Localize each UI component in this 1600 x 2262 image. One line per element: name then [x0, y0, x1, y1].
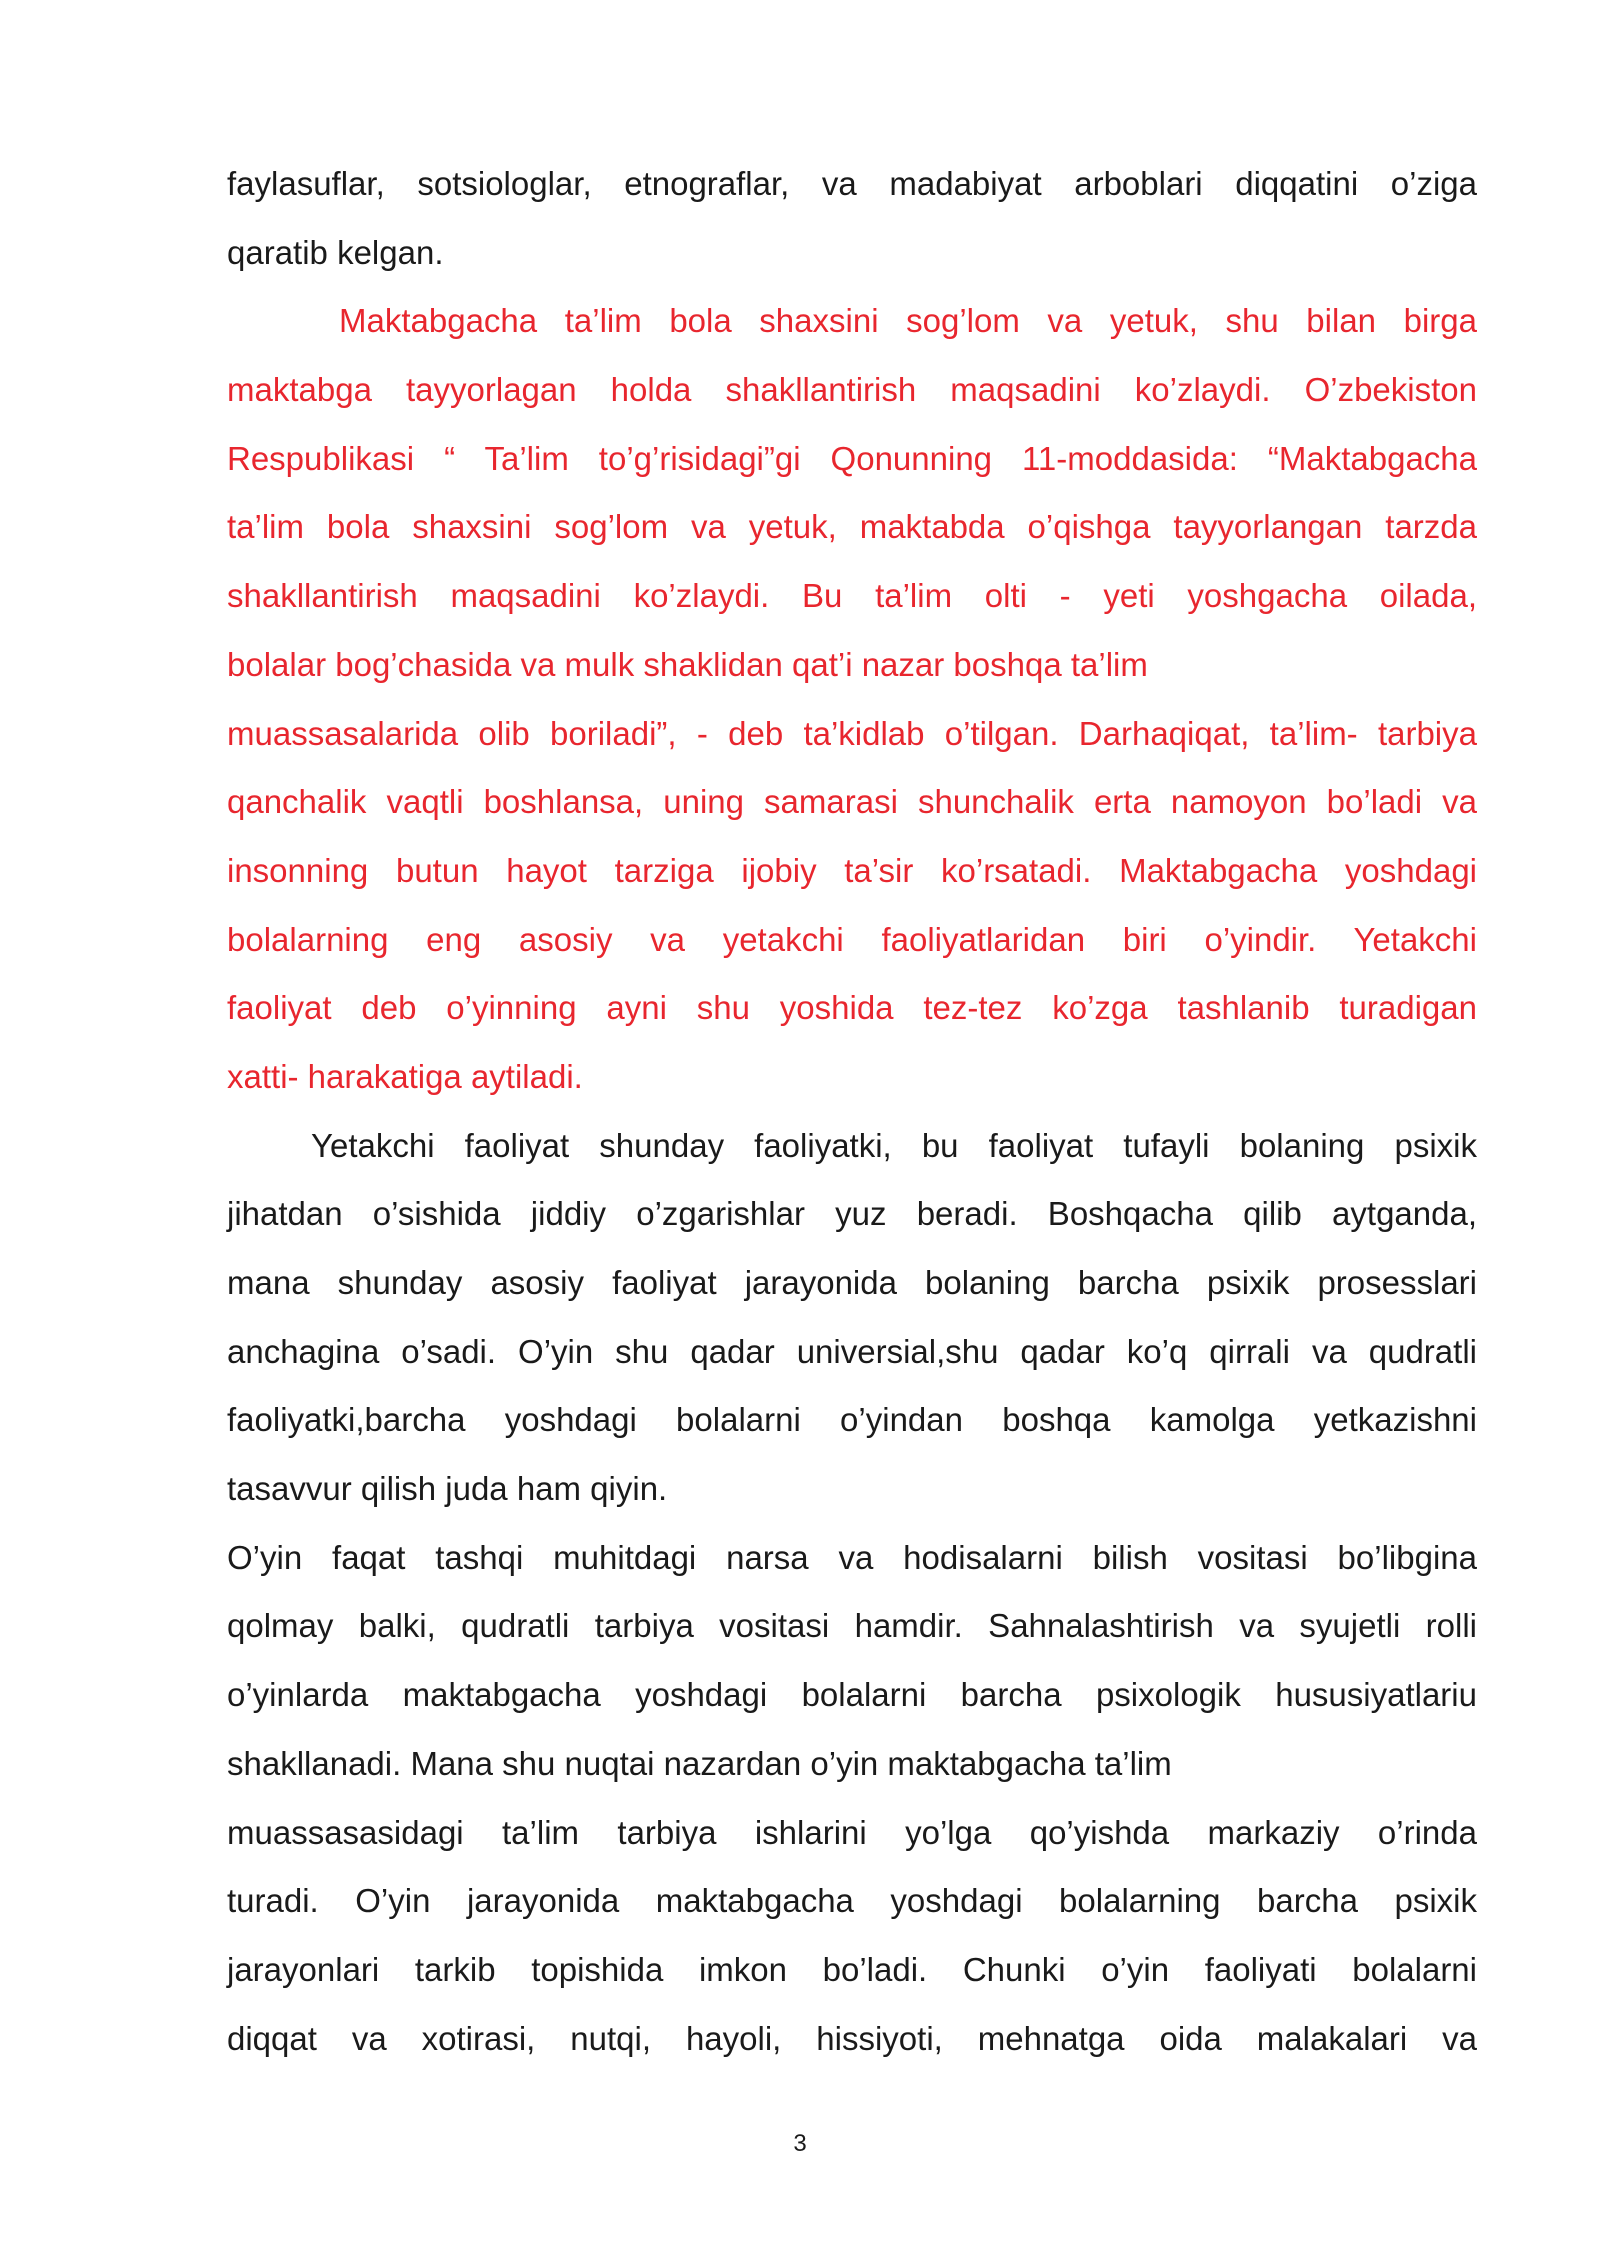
body-text — [227, 150, 1477, 2073]
text-line: O’yin faqat tashqi muhitdagi narsa va hodisalarni bilish vositasi bo’libgina — [227, 1538, 1477, 1576]
text-line: Respublikasi “ Ta’lim to’g’risidagi”gi Qonunning 11-moddasida: “Maktabgacha — [227, 439, 1477, 477]
text-line: o’yinlarda maktabgacha yoshdagi bolalarni barcha psixologik hususiyatlariu — [227, 1676, 1477, 1714]
text-line: bolalarning eng asosiy va yetakchi faoliyatlaridan biri o’yindir. Yetakchi — [227, 920, 1477, 958]
text-line: faoliyatki,barcha yoshdagi bolalarni o’yindan boshqa kamolga yetkazishni — [227, 1401, 1477, 1439]
text-line: qolmay balki, qudratli tarbiya vositasi hamdir. Sahnalashtirish va syujetli rolli — [227, 1607, 1477, 1645]
text-line: jihatdan o’sishida jiddiy o’zgarishlar yuz beradi. Boshqacha qilib aytganda, — [227, 1195, 1477, 1233]
text-line: Yetakchi faoliyat shunday faoliyatki, bu faoliyat tufayli bolaning psixik — [311, 1126, 1477, 1164]
text-line: turadi. O’yin jarayonida maktabgacha yoshdagi bolalarning barcha psixik — [227, 1882, 1477, 1920]
text-line: muassasalarida olib boriladi”, - deb ta’kidlab o’tilgan. Darhaqiqat, ta’lim- tarbiya — [227, 714, 1477, 752]
text-line: tasavvur qilish juda ham qiyin. — [227, 1470, 668, 1508]
text-line: qaratib kelgan. — [227, 233, 444, 271]
text-line: xatti- harakatiga aytiladi. — [227, 1057, 583, 1095]
text-line: diqqat va xotirasi, nutqi, hayoli, hissiyoti, mehnatga oida malakalari va — [227, 2019, 1477, 2057]
text-line: Maktabgacha ta’lim bola shaxsini sog’lom va yetuk, shu bilan birga — [339, 302, 1477, 340]
text-line: maktabga tayyorlagan holda shakllantirish maqsadini ko’zlaydi. O’zbekiston — [227, 371, 1477, 409]
text-line: ta’lim bola shaxsini sog’lom va yetuk, maktabda o’qishga tayyorlangan tarzda — [227, 508, 1477, 546]
page-number: 3 — [793, 2130, 807, 2157]
text-line: jarayonlari tarkib topishida imkon bo’ladi. Chunki o’yin faoliyati bolalarni — [227, 1950, 1477, 1988]
text-line: shakllanadi. Mana shu nuqtai nazardan o’yin maktabgacha ta’lim — [227, 1744, 1172, 1782]
text-line: bolalar bog’chasida va mulk shaklidan qat’i nazar boshqa ta’lim — [227, 645, 1148, 683]
text-line: muassasasidagi ta’lim tarbiya ishlarini yo’lga qo’yishda markaziy o’rinda — [227, 1813, 1477, 1851]
text-line: faoliyat deb o’yinning ayni shu yoshida tez-tez ko’zga tashlanib turadigan — [227, 989, 1477, 1027]
text-line: insonning butun hayot tarziga ijobiy ta’sir ko’rsatadi. Maktabgacha yoshdagi — [227, 851, 1477, 889]
text-line: faylasuflar, sotsiologlar, etnograflar, va madabiyat arboblari diqqatini o’ziga — [227, 165, 1477, 202]
text-line: anchagina o’sadi. O’yin shu qadar universial,shu qadar ko’q qirrali va qudratli — [227, 1332, 1477, 1370]
text-line: mana shunday asosiy faoliyat jarayonida bolaning barcha psixik prosesslari — [227, 1264, 1477, 1301]
text-line: shakllantirish maqsadini ko’zlaydi. Bu ta’lim olti - yeti yoshgacha oilada, — [227, 577, 1477, 615]
text-line: qanchalik vaqtli boshlansa, uning samarasi shunchalik erta namoyon bo’ladi va — [227, 783, 1477, 821]
